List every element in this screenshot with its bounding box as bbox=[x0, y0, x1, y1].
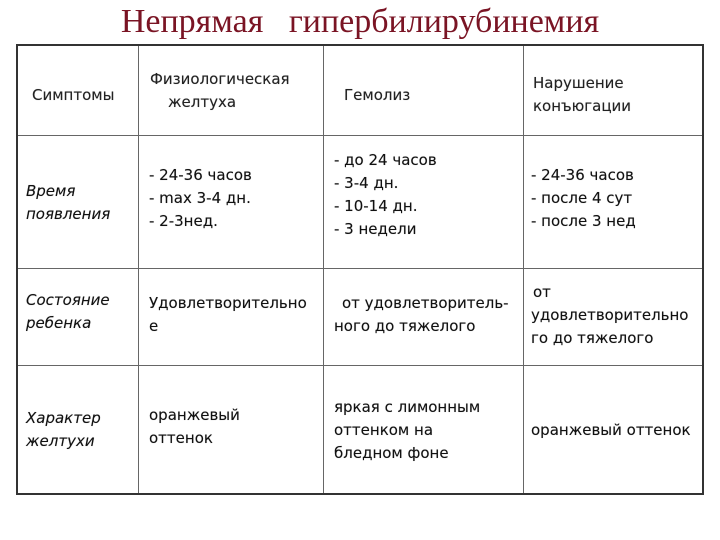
condition-physiological: Удовлетворительно е bbox=[149, 294, 307, 335]
onset-hemolysis: - до 24 часов - 3-4 дн. - 10-14 дн. - 3 недели bbox=[334, 151, 437, 238]
header-hemolysis: Гемолиз bbox=[344, 86, 411, 104]
row-divider bbox=[18, 135, 702, 136]
onset-conjugation: - 24-36 часов - после 4 сут - после 3 нед bbox=[531, 166, 636, 230]
condition-conjugation: от удовлетворительно го до тяжелого bbox=[531, 283, 689, 347]
header-physiological-jaundice: Физиологическая желтуха bbox=[150, 70, 290, 111]
column-divider bbox=[323, 46, 324, 493]
column-divider bbox=[523, 46, 524, 493]
header-symptoms: Симптомы bbox=[32, 86, 115, 104]
row-label-child-condition: Состояние ребенка bbox=[26, 291, 110, 332]
character-physiological: оранжевый оттенок bbox=[149, 406, 240, 447]
row-divider bbox=[18, 365, 702, 366]
row-divider bbox=[18, 268, 702, 269]
onset-physiological: - 24-36 часов - max 3-4 дн. - 2-3нед. bbox=[149, 166, 252, 230]
header-conjugation-disorder: Нарушение конъюгации bbox=[533, 74, 632, 115]
row-label-onset-time: Время появления bbox=[26, 182, 111, 223]
condition-hemolysis: от удовлетворитель- ного до тяжелого bbox=[334, 294, 509, 335]
character-conjugation: оранжевый оттенок bbox=[531, 421, 691, 439]
page-title: Непрямая гипербилирубинемия bbox=[120, 3, 600, 40]
comparison-table bbox=[16, 44, 704, 495]
column-divider bbox=[138, 46, 139, 493]
character-hemolysis: яркая с лимонным оттенком на бледном фоне bbox=[334, 398, 481, 462]
row-label-jaundice-character: Характер желтухи bbox=[26, 409, 101, 450]
